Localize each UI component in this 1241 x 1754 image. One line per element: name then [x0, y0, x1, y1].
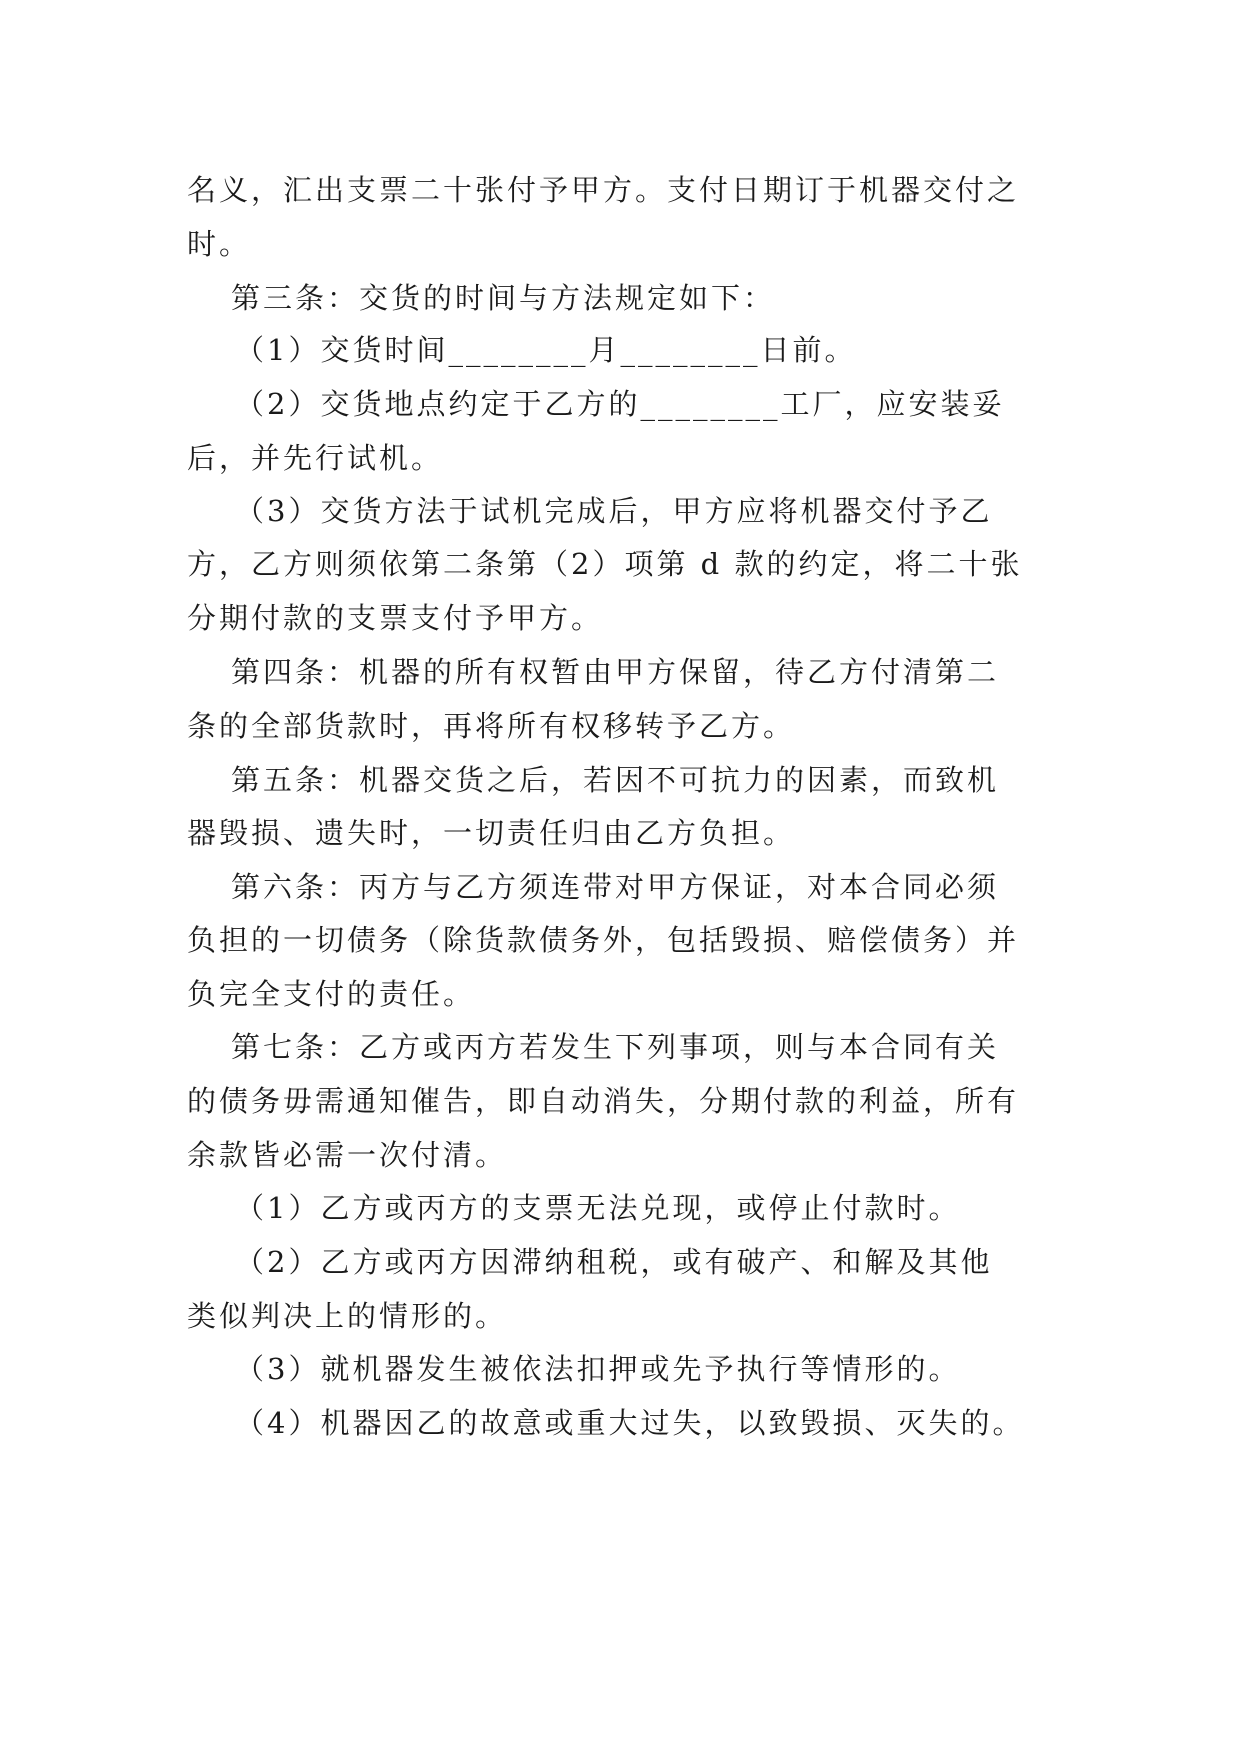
text-line: （2）交货地点约定于乙方的________工厂，应安装妥 [235, 387, 1005, 421]
text-line: 名义，汇出支票二十张付予甲方。支付日期订于机器交付之 [187, 173, 1020, 207]
text-line: 第五条：机器交货之后，若因不可抗力的因素，而致机 [231, 763, 1000, 797]
text-line: 第六条：丙方与乙方须连带对甲方保证，对本合同必须 [231, 870, 1000, 904]
text-line: 负担的一切债务（除货款债务外，包括毁损、赔偿债务）并 [187, 923, 1020, 957]
text-line: 时。 [187, 227, 252, 261]
text-line: 的债务毋需通知催告，即自动消失，分期付款的利益，所有 [187, 1084, 1020, 1118]
text-line: （1）乙方或丙方的支票无法兑现，或停止付款时。 [235, 1191, 961, 1225]
text-line: 余款皆必需一次付清。 [187, 1138, 508, 1172]
text-line: （1）交货时间________月________日前。 [235, 333, 857, 367]
text-line: 类似判决上的情形的。 [187, 1299, 508, 1333]
text-line: （3）就机器发生被依法扣押或先予执行等情形的。 [235, 1352, 961, 1386]
text-line: 条的全部货款时，再将所有权移转予乙方。 [187, 709, 796, 743]
text-line: 第三条：交货的时间与方法规定如下： [231, 281, 776, 315]
text-line: 后，并先行试机。 [187, 441, 444, 475]
text-line: 第四条：机器的所有权暂由甲方保留，待乙方付清第二 [231, 655, 1000, 689]
text-line: （2）乙方或丙方因滞纳租税，或有破产、和解及其他 [235, 1245, 993, 1279]
text-line: 负完全支付的责任。 [187, 977, 476, 1011]
text-line: （4）机器因乙的故意或重大过失，以致毁损、灭失的。 [235, 1406, 1025, 1440]
text-line: 第七条：乙方或丙方若发生下列事项，则与本合同有关 [231, 1030, 1000, 1064]
text-line: （3）交货方法于试机完成后，甲方应将机器交付予乙 [235, 494, 993, 528]
text-line: 方，乙方则须依第二条第（2）项第 d 款的约定，将二十张 [187, 547, 1023, 581]
text-line: 器毁损、遗失时，一切责任归由乙方负担。 [187, 816, 796, 850]
text-line: 分期付款的支票支付予甲方。 [187, 601, 604, 635]
